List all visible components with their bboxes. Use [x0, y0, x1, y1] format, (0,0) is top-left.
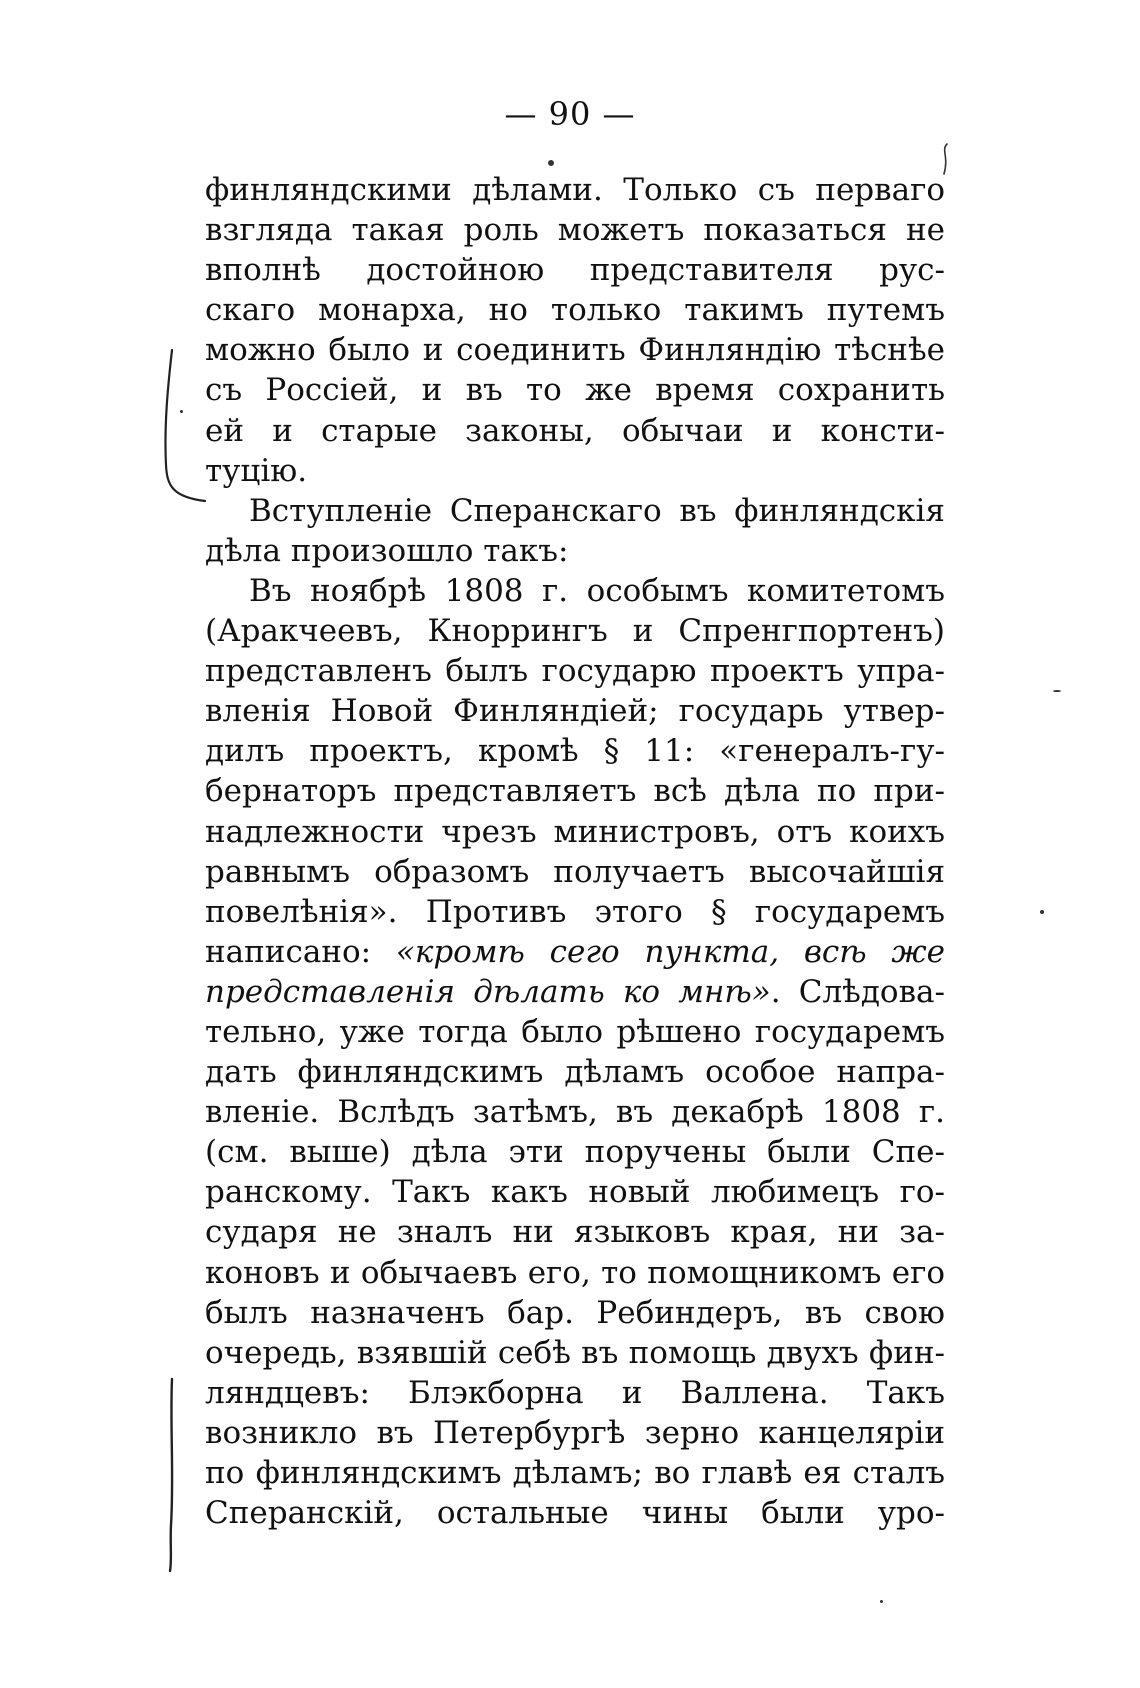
scan-speck — [180, 410, 183, 413]
text-line-9: Вступленіе Сперанскаго въ финляндскія — [249, 492, 945, 529]
text-line-4: скаго монарха, но только такимъ путемъ — [205, 292, 945, 329]
margin-bracket-lower — [160, 1375, 190, 1575]
text-line-20-plain: написано: — [205, 933, 396, 970]
text-line-32: возникло въ Петербургѣ зерно канцеляріи — [205, 1414, 945, 1451]
text-line-21-plain: . Слѣдова- — [770, 973, 945, 1010]
text-line-27: сударя не зналъ ни языковъ края, ни за- — [205, 1214, 945, 1251]
text-line-13: представленъ былъ государю проектъ упра- — [205, 653, 945, 690]
text-line-25: (см. выше) дѣла эти поручены были Спе- — [205, 1134, 945, 1171]
page-number: — 90 — — [504, 95, 636, 133]
text-line-31: ляндцевъ: Блэкборна и Валлена. Такъ — [205, 1374, 945, 1411]
text-line-21 — [205, 972, 945, 1012]
text-line-15: дилъ проектъ, кромѣ § 11: «генералъ-гу- — [205, 733, 945, 770]
body-text — [205, 170, 945, 1533]
text-line-22: тельно, уже тогда было рѣшено государемъ — [205, 1013, 945, 1050]
text-line-33: по финляндскимъ дѣламъ; во главѣ ея сталъ — [205, 1455, 945, 1491]
text-line-5: можно было и соединить Финляндію тѣснѣе — [205, 332, 945, 369]
text-line-24: вленіе. Вслѣдъ затѣмъ, въ декабрѣ 1808 г. — [205, 1094, 945, 1131]
text-line-23: дать финляндскимъ дѣламъ особое напра- — [205, 1054, 945, 1091]
text-line-2: взгляда такая роль можетъ показаться не — [205, 212, 945, 249]
scan-speck — [548, 160, 554, 166]
text-line-20 — [205, 932, 945, 972]
text-line-20-italic: «кромѣ сего пункта, всѣ же — [395, 933, 945, 970]
text-line-17: надлежности чрезъ министровъ, отъ коихъ — [205, 813, 945, 850]
text-line-11: Въ ноябрѣ 1808 г. особымъ комитетомъ — [249, 572, 945, 609]
text-line-26: ранскому. Такъ какъ новый любимецъ го- — [205, 1174, 945, 1211]
text-line-28: коновъ и обычаевъ его, то помощникомъ его — [205, 1254, 945, 1291]
scan-speck — [1040, 910, 1044, 914]
text-line-3: вполнѣ достойною представителя рус- — [205, 252, 945, 289]
text-line-10: дѣла произошло такъ: — [205, 532, 569, 569]
text-line-8: туцію. — [205, 452, 308, 489]
scan-speck — [880, 1600, 883, 1603]
text-line-12: (Аракчеевъ, Кноррингъ и Спренгпортенъ) — [205, 613, 945, 650]
text-line-34: Сперанскій, остальные чины были уро- — [205, 1495, 945, 1532]
text-line-19: повелѣнія». Противъ этого § государемъ — [205, 893, 945, 930]
text-line-1: финляндскими дѣлами. Только съ перваго — [205, 172, 945, 208]
text-line-14: вленія Новой Финляндіей; государь утвер- — [205, 693, 945, 730]
text-line-16: бернаторъ представляетъ всѣ дѣла по при- — [205, 773, 945, 810]
scan-speck — [1053, 690, 1061, 692]
text-line-30: очередь, взявшій себѣ въ помощь двухъ фин- — [205, 1334, 945, 1371]
text-line-18: равнымъ образомъ получаетъ высочайшія — [205, 853, 945, 890]
text-line-29: былъ назначенъ бар. Ребиндеръ, въ свою — [205, 1294, 945, 1331]
text-line-7: ей и старые законы, обычаи и консти- — [205, 412, 945, 449]
text-line-6: съ Россіей, и въ то же время сохранить — [205, 372, 945, 409]
text-line-21-italic: представленія дѣлать ко мнѣ» — [205, 973, 771, 1010]
